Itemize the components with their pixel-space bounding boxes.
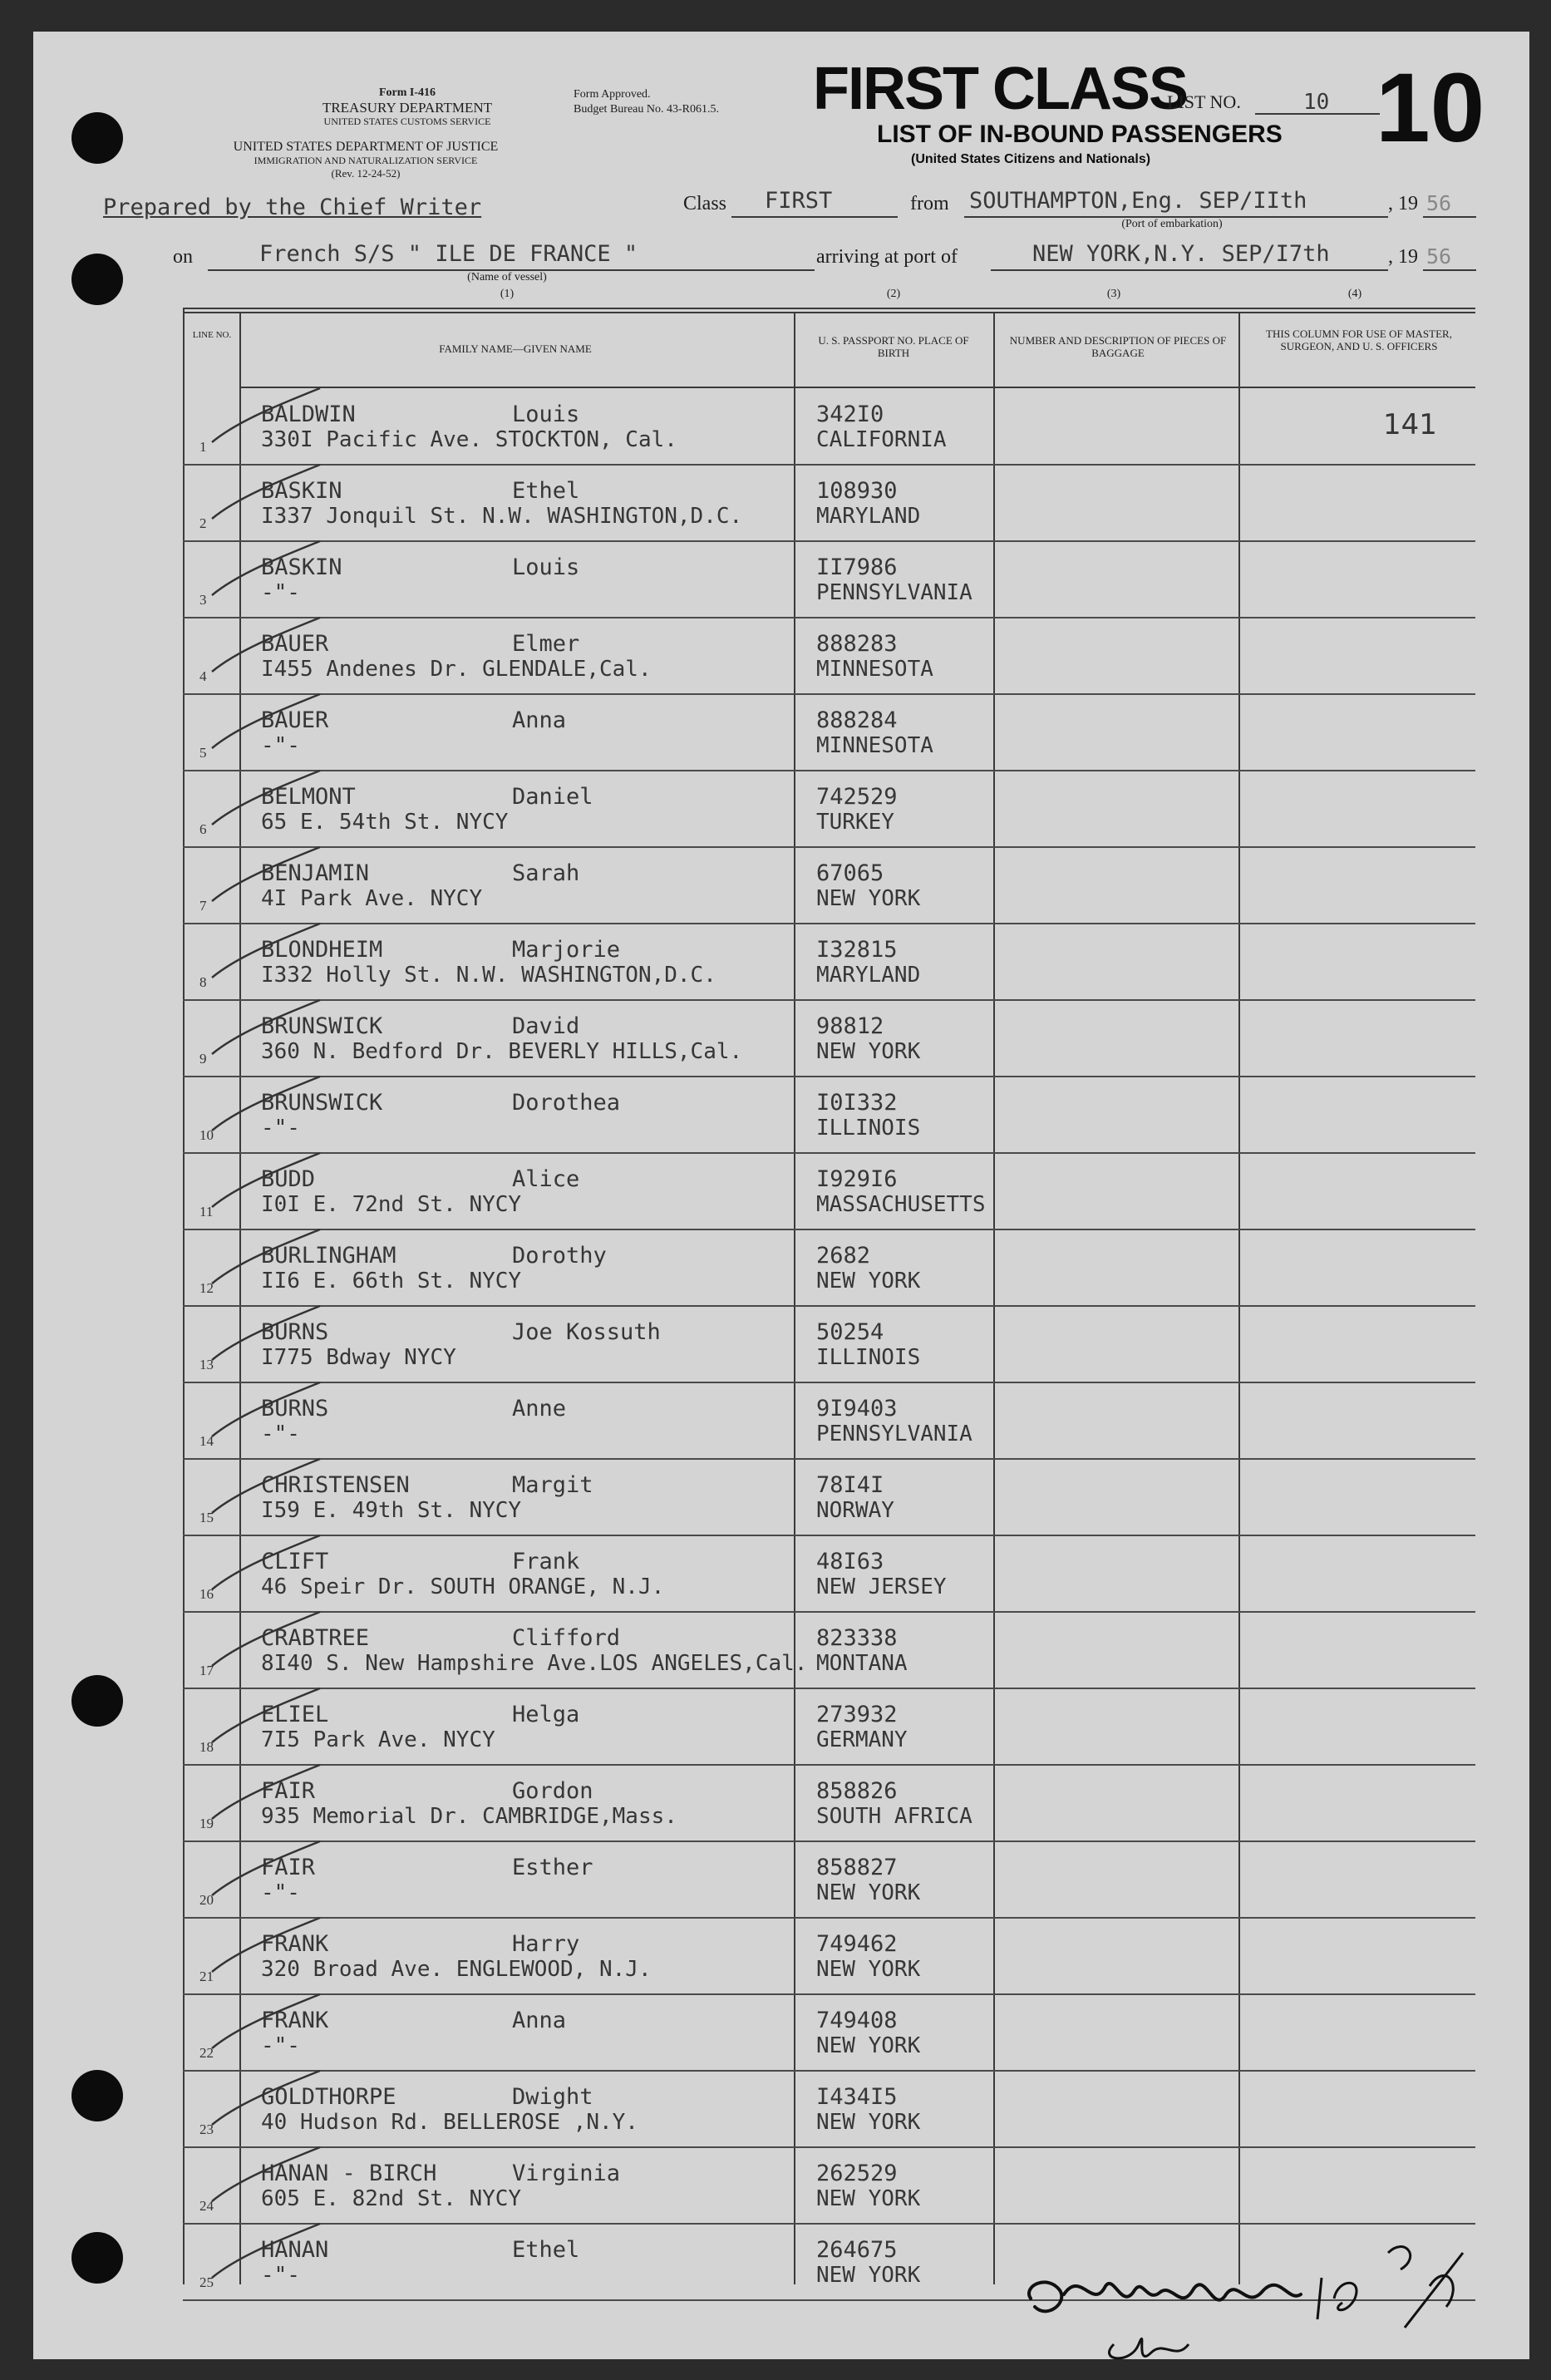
vessel-caption: (Name of vessel)	[467, 271, 547, 283]
line-number: 22	[199, 2045, 214, 2061]
row-separator	[183, 999, 1475, 1001]
family-name: FAIR	[261, 1778, 316, 1804]
check-mark-icon	[187, 1072, 337, 1147]
passport-number: 264675	[816, 2237, 898, 2263]
place-of-birth: ILLINOIS	[816, 1345, 921, 1370]
family-name: BLONDHEIM	[261, 937, 383, 963]
given-name: Anna	[512, 707, 567, 733]
passport-number: 2682	[816, 1243, 871, 1269]
form-approved: Form Approved.	[574, 88, 651, 101]
place-of-birth: MINNESOTA	[816, 733, 933, 758]
passport-number: I32815	[816, 937, 898, 963]
punch-hole	[71, 1675, 123, 1727]
check-mark-icon	[187, 1990, 337, 2065]
family-name: BURLINGHAM	[261, 1243, 396, 1269]
row-separator	[183, 1993, 1475, 1995]
passport-number: 98812	[816, 1013, 884, 1039]
row-separator	[183, 2146, 1475, 2148]
given-name: Dorothy	[512, 1243, 607, 1269]
check-mark-icon	[187, 2067, 337, 2141]
check-mark-icon	[187, 766, 337, 841]
passport-number: 749462	[816, 1931, 898, 1957]
line-number: 14	[199, 1433, 214, 1449]
given-name: Helga	[512, 1702, 580, 1727]
arriving-year: 56	[1426, 244, 1452, 269]
arriving-label: arriving at port of	[816, 246, 958, 268]
given-name: Gordon	[512, 1778, 593, 1804]
family-name: BURNS	[261, 1396, 329, 1422]
check-mark-icon	[187, 996, 337, 1071]
check-mark-icon	[187, 1837, 337, 1912]
family-name: BAUER	[261, 707, 329, 733]
family-name: FRANK	[261, 2008, 329, 2033]
col1-number: (1)	[500, 288, 515, 300]
address: 605 E. 82nd St. NYCY	[261, 2186, 522, 2211]
check-mark-icon	[187, 384, 337, 459]
list-no-label: LIST NO.	[1167, 91, 1241, 112]
line-number: 24	[199, 2198, 214, 2214]
line-number: 13	[199, 1357, 214, 1372]
punch-hole	[71, 2232, 123, 2284]
line-number: 6	[199, 821, 207, 837]
col3-number: (3)	[1106, 288, 1121, 300]
line-number: 5	[199, 745, 207, 761]
passport-number: 67065	[816, 860, 884, 886]
passport-number: 888284	[816, 707, 898, 733]
check-mark-icon	[187, 1608, 337, 1683]
arriving-year-underline	[1423, 269, 1476, 271]
class-underline	[731, 216, 898, 218]
col-officers: THIS COLUMN FOR USE OF MASTER, SURGEON, AND U. S. OFFICERS	[1266, 328, 1452, 352]
place-of-birth: NEW YORK	[816, 1957, 921, 1982]
vessel-name: French S/S " ILE DE FRANCE "	[259, 241, 638, 267]
table-top-border	[183, 308, 1475, 309]
list-no-value: 10	[1303, 90, 1330, 115]
embarkation-port: SOUTHAMPTON,Eng. SEP/IIth	[969, 188, 1307, 214]
family-name: ELIEL	[261, 1702, 329, 1727]
line-number: 19	[199, 1816, 214, 1831]
department: TREASURY DEPARTMENT	[322, 100, 493, 116]
family-name: BAUER	[261, 631, 329, 657]
check-mark-icon	[187, 690, 337, 765]
from-year-underline	[1423, 216, 1476, 218]
family-name: BALDWIN	[261, 402, 356, 427]
passport-number: I929I6	[816, 1166, 898, 1192]
form-number: Form I-416	[378, 86, 436, 99]
family-name: CHRISTENSEN	[261, 1472, 410, 1498]
address: I775 Bdway NYCY	[261, 1345, 456, 1370]
place-of-birth: NEW YORK	[816, 1039, 921, 1064]
row-separator	[183, 1076, 1475, 1077]
passport-number: 108930	[816, 478, 898, 504]
given-name: Anne	[512, 1396, 567, 1422]
check-mark-icon	[187, 843, 337, 918]
family-name: BURNS	[261, 1319, 329, 1345]
passport-number: 9I9403	[816, 1396, 898, 1422]
line-number: 25	[199, 2274, 214, 2290]
passport-number: II7986	[816, 554, 898, 580]
row-separator	[183, 1764, 1475, 1766]
prepared-by: Prepared by the Chief Writer	[103, 195, 482, 220]
family-name: BUDD	[261, 1166, 316, 1192]
family-name: FRANK	[261, 1931, 329, 1957]
address: 360 N. Bedford Dr. BEVERLY HILLS,Cal.	[261, 1039, 743, 1064]
row-separator	[183, 1688, 1475, 1689]
given-name: Frank	[512, 1549, 580, 1574]
address: 935 Memorial Dr. CAMBRIDGE,Mass.	[261, 1804, 677, 1829]
row-separator	[183, 1917, 1475, 1919]
line-number: 21	[199, 1969, 214, 1984]
class-label: Class	[683, 193, 727, 214]
address: -"-	[261, 1116, 300, 1141]
table-top-border-inner	[183, 312, 1475, 313]
place-of-birth: MONTANA	[816, 1651, 908, 1676]
punch-hole	[71, 254, 123, 305]
col-line-no: LINE NO.	[192, 330, 232, 340]
place-of-birth: NEW YORK	[816, 2263, 921, 2288]
address: 8I40 S. New Hampshire Ave.LOS ANGELES,Cal.	[261, 1651, 808, 1676]
from-year: 56	[1426, 191, 1452, 215]
check-mark-icon	[187, 1761, 337, 1836]
place-of-birth: MINNESOTA	[816, 657, 933, 682]
line-number: 17	[199, 1663, 214, 1678]
check-mark-icon	[187, 613, 337, 688]
customs-service: UNITED STATES CUSTOMS SERVICE	[323, 116, 491, 127]
check-mark-icon	[187, 2220, 337, 2294]
check-mark-icon	[187, 1531, 337, 1606]
family-name: CLIFT	[261, 1549, 329, 1574]
passport-number: I434I5	[816, 2084, 898, 2110]
row-separator	[183, 1229, 1475, 1230]
list-subtitle: (United States Citizens and Nationals)	[911, 152, 1151, 166]
place-of-birth: MARYLAND	[816, 963, 921, 988]
given-name: Virginia	[512, 2161, 621, 2186]
row-separator	[183, 1840, 1475, 1842]
family-name: BENJAMIN	[261, 860, 370, 886]
passport-number: 48I63	[816, 1549, 884, 1574]
line-number: 7	[199, 898, 207, 914]
address: I455 Andenes Dr. GLENDALE,Cal.	[261, 657, 652, 682]
passport-number: 888283	[816, 631, 898, 657]
line-number: 1	[199, 439, 207, 455]
line-number: 20	[199, 1892, 214, 1908]
col-passport: U. S. PASSPORT NO. PLACE OF BIRTH	[818, 334, 969, 359]
col-name: FAMILY NAME—GIVEN NAME	[439, 342, 592, 355]
place-of-birth: PENNSYLVANIA	[816, 1422, 972, 1446]
col-divider-line	[183, 308, 185, 2284]
place-of-birth: NEW YORK	[816, 2186, 921, 2211]
family-name: CRABTREE	[261, 1625, 370, 1651]
row-separator	[183, 693, 1475, 695]
check-mark-icon	[187, 1225, 337, 1300]
address: -"-	[261, 1422, 300, 1446]
row-separator	[183, 464, 1475, 466]
address: -"-	[261, 2033, 300, 2058]
revision-date: (Rev. 12-24-52)	[331, 167, 401, 180]
passport-number: 858826	[816, 1778, 898, 1804]
place-of-birth: MARYLAND	[816, 504, 921, 529]
given-name: Elmer	[512, 631, 580, 657]
on-label: on	[173, 246, 193, 268]
given-name: Dorothea	[512, 1090, 621, 1116]
given-name: Ethel	[512, 478, 580, 504]
address: I332 Holly St. N.W. WASHINGTON,D.C.	[261, 963, 716, 988]
signature-text: A. Lmyrone 10 P/a	[1263, 2353, 1277, 2354]
family-name: BRUNSWICK	[261, 1090, 383, 1116]
passport-number: 342I0	[816, 402, 884, 427]
place-of-birth: NEW YORK	[816, 2110, 921, 2135]
from-year-prefix: , 19	[1388, 193, 1418, 214]
passport-number: 823338	[816, 1625, 898, 1651]
given-name: Sarah	[512, 860, 580, 886]
class-title: FIRST CLASS	[813, 56, 1188, 122]
col-divider-passport	[794, 313, 795, 2284]
passport-number: I0I332	[816, 1090, 898, 1116]
address: -"-	[261, 1880, 300, 1905]
given-name: David	[512, 1013, 580, 1039]
line-number: 4	[199, 668, 207, 684]
family-name: BASKIN	[261, 554, 342, 580]
passport-number: 50254	[816, 1319, 884, 1345]
passport-number: 273932	[816, 1702, 898, 1727]
family-name: HANAN - BIRCH	[261, 2161, 437, 2186]
passport-number: 858827	[816, 1855, 898, 1880]
check-mark-icon	[187, 2143, 337, 2218]
justice-department: UNITED STATES DEPARTMENT OF JUSTICE	[233, 140, 499, 154]
row-separator	[183, 1611, 1475, 1613]
punch-hole	[71, 2070, 123, 2121]
list-title: LIST OF IN-BOUND PASSENGERS	[877, 121, 1283, 148]
port-caption: (Port of embarkation)	[1121, 218, 1223, 230]
family-name: BASKIN	[261, 478, 342, 504]
row-separator	[183, 846, 1475, 848]
big-list-number: 10	[1376, 53, 1485, 163]
address: 320 Broad Ave. ENGLEWOOD, N.J.	[261, 1957, 652, 1982]
col4-number: (4)	[1347, 288, 1362, 300]
line-number: 18	[199, 1739, 214, 1755]
row-separator	[183, 770, 1475, 771]
line-number: 23	[199, 2121, 214, 2137]
given-name: Clifford	[512, 1625, 621, 1651]
given-name: Anna	[512, 2008, 567, 2033]
check-mark-icon	[187, 1684, 337, 1759]
col-divider-baggage	[993, 313, 995, 2284]
punch-hole	[71, 112, 123, 164]
passport-number: 749408	[816, 2008, 898, 2033]
line-number: 12	[199, 1280, 214, 1296]
line-number: 10	[199, 1127, 214, 1143]
col2-number: (2)	[886, 288, 901, 300]
address: -"-	[261, 733, 300, 758]
row-separator	[183, 1382, 1475, 1383]
passport-number: 262529	[816, 2161, 898, 2186]
family-name: GOLDTHORPE	[261, 2084, 396, 2110]
address: 4I Park Ave. NYCY	[261, 886, 483, 911]
place-of-birth: MASSACHUSETTS	[816, 1192, 986, 1217]
given-name: Ethel	[512, 2237, 580, 2263]
from-label: from	[910, 193, 949, 214]
row-separator	[183, 1458, 1475, 1460]
given-name: Harry	[512, 1931, 580, 1957]
place-of-birth: NEW YORK	[816, 2033, 921, 2058]
line-number: 9	[199, 1051, 207, 1067]
row-separator	[183, 923, 1475, 924]
line-number: 8	[199, 974, 207, 990]
check-mark-icon	[187, 537, 337, 612]
given-name: Margit	[512, 1472, 593, 1498]
arriving-underline	[991, 269, 1388, 271]
arrival-port: NEW YORK,N.Y. SEP/I7th	[1032, 241, 1330, 267]
family-name: FAIR	[261, 1855, 316, 1880]
given-name: Daniel	[512, 784, 593, 810]
address: -"-	[261, 2263, 300, 2288]
given-name: Esther	[512, 1855, 593, 1880]
given-name: Marjorie	[512, 937, 621, 963]
line-number: 3	[199, 592, 207, 608]
check-mark-icon	[187, 1302, 337, 1377]
given-name: Joe Kossuth	[512, 1319, 661, 1345]
signature-initials: Insp	[1297, 2353, 1300, 2354]
row-separator	[183, 1152, 1475, 1154]
line-number: 11	[199, 1204, 214, 1220]
check-mark-icon	[187, 919, 337, 994]
col-baggage: NUMBER AND DESCRIPTION OF PIECES OF BAGGAGE	[1009, 334, 1227, 359]
check-mark-icon	[187, 461, 337, 535]
address: 7I5 Park Ave. NYCY	[261, 1727, 495, 1752]
family-name: HANAN	[261, 2237, 329, 2263]
immigration-service: IMMIGRATION AND NATURALIZATION SERVICE	[254, 155, 478, 166]
row-separator	[183, 2070, 1475, 2072]
address: 40 Hudson Rd. BELLEROSE ,N.Y.	[261, 2110, 638, 2135]
line-number: 16	[199, 1586, 214, 1602]
row-separator	[183, 617, 1475, 618]
col-divider-officers	[1238, 313, 1240, 2284]
address: 65 E. 54th St. NYCY	[261, 810, 509, 835]
check-mark-icon	[187, 1149, 337, 1224]
address: I0I E. 72nd St. NYCY	[261, 1192, 522, 1217]
line-number: 2	[199, 515, 207, 531]
arriving-year-prefix: , 19	[1388, 246, 1418, 268]
header-row-bottom	[239, 387, 1475, 388]
passport-number: 742529	[816, 784, 898, 810]
address: II6 E. 66th St. NYCY	[261, 1269, 522, 1293]
place-of-birth: NEW YORK	[816, 886, 921, 911]
address: I337 Jonquil St. N.W. WASHINGTON,D.C.	[261, 504, 743, 529]
officer-note: 141	[1383, 408, 1437, 441]
row-separator	[183, 540, 1475, 542]
place-of-birth: GERMANY	[816, 1727, 908, 1752]
place-of-birth: TURKEY	[816, 810, 894, 835]
family-name: BELMONT	[261, 784, 356, 810]
place-of-birth: NORWAY	[816, 1498, 894, 1523]
given-name: Dwight	[512, 2084, 593, 2110]
budget-bureau: Budget Bureau No. 43-R061.5.	[574, 103, 719, 116]
place-of-birth: SOUTH AFRICA	[816, 1804, 972, 1829]
place-of-birth: ILLINOIS	[816, 1116, 921, 1141]
given-name: Alice	[512, 1166, 580, 1192]
check-mark-icon	[187, 1455, 337, 1530]
check-mark-icon	[187, 1378, 337, 1453]
address: I59 E. 49th St. NYCY	[261, 1498, 522, 1523]
given-name: Louis	[512, 554, 580, 580]
passport-number: 78I4I	[816, 1472, 884, 1498]
class-value: FIRST	[765, 188, 833, 214]
address: 46 Speir Dr. SOUTH ORANGE, N.J.	[261, 1574, 665, 1599]
given-name: Louis	[512, 402, 580, 427]
place-of-birth: NEW JERSEY	[816, 1574, 947, 1599]
row-separator	[183, 1535, 1475, 1536]
place-of-birth: NEW YORK	[816, 1269, 921, 1293]
place-of-birth: NEW YORK	[816, 1880, 921, 1905]
place-of-birth: PENNSYLVANIA	[816, 580, 972, 605]
address: -"-	[261, 580, 300, 605]
check-mark-icon	[187, 1914, 337, 1988]
address: 330I Pacific Ave. STOCKTON, Cal.	[261, 427, 677, 452]
family-name: BRUNSWICK	[261, 1013, 383, 1039]
row-separator	[183, 1305, 1475, 1307]
place-of-birth: CALIFORNIA	[816, 427, 947, 452]
line-number: 15	[199, 1510, 214, 1525]
